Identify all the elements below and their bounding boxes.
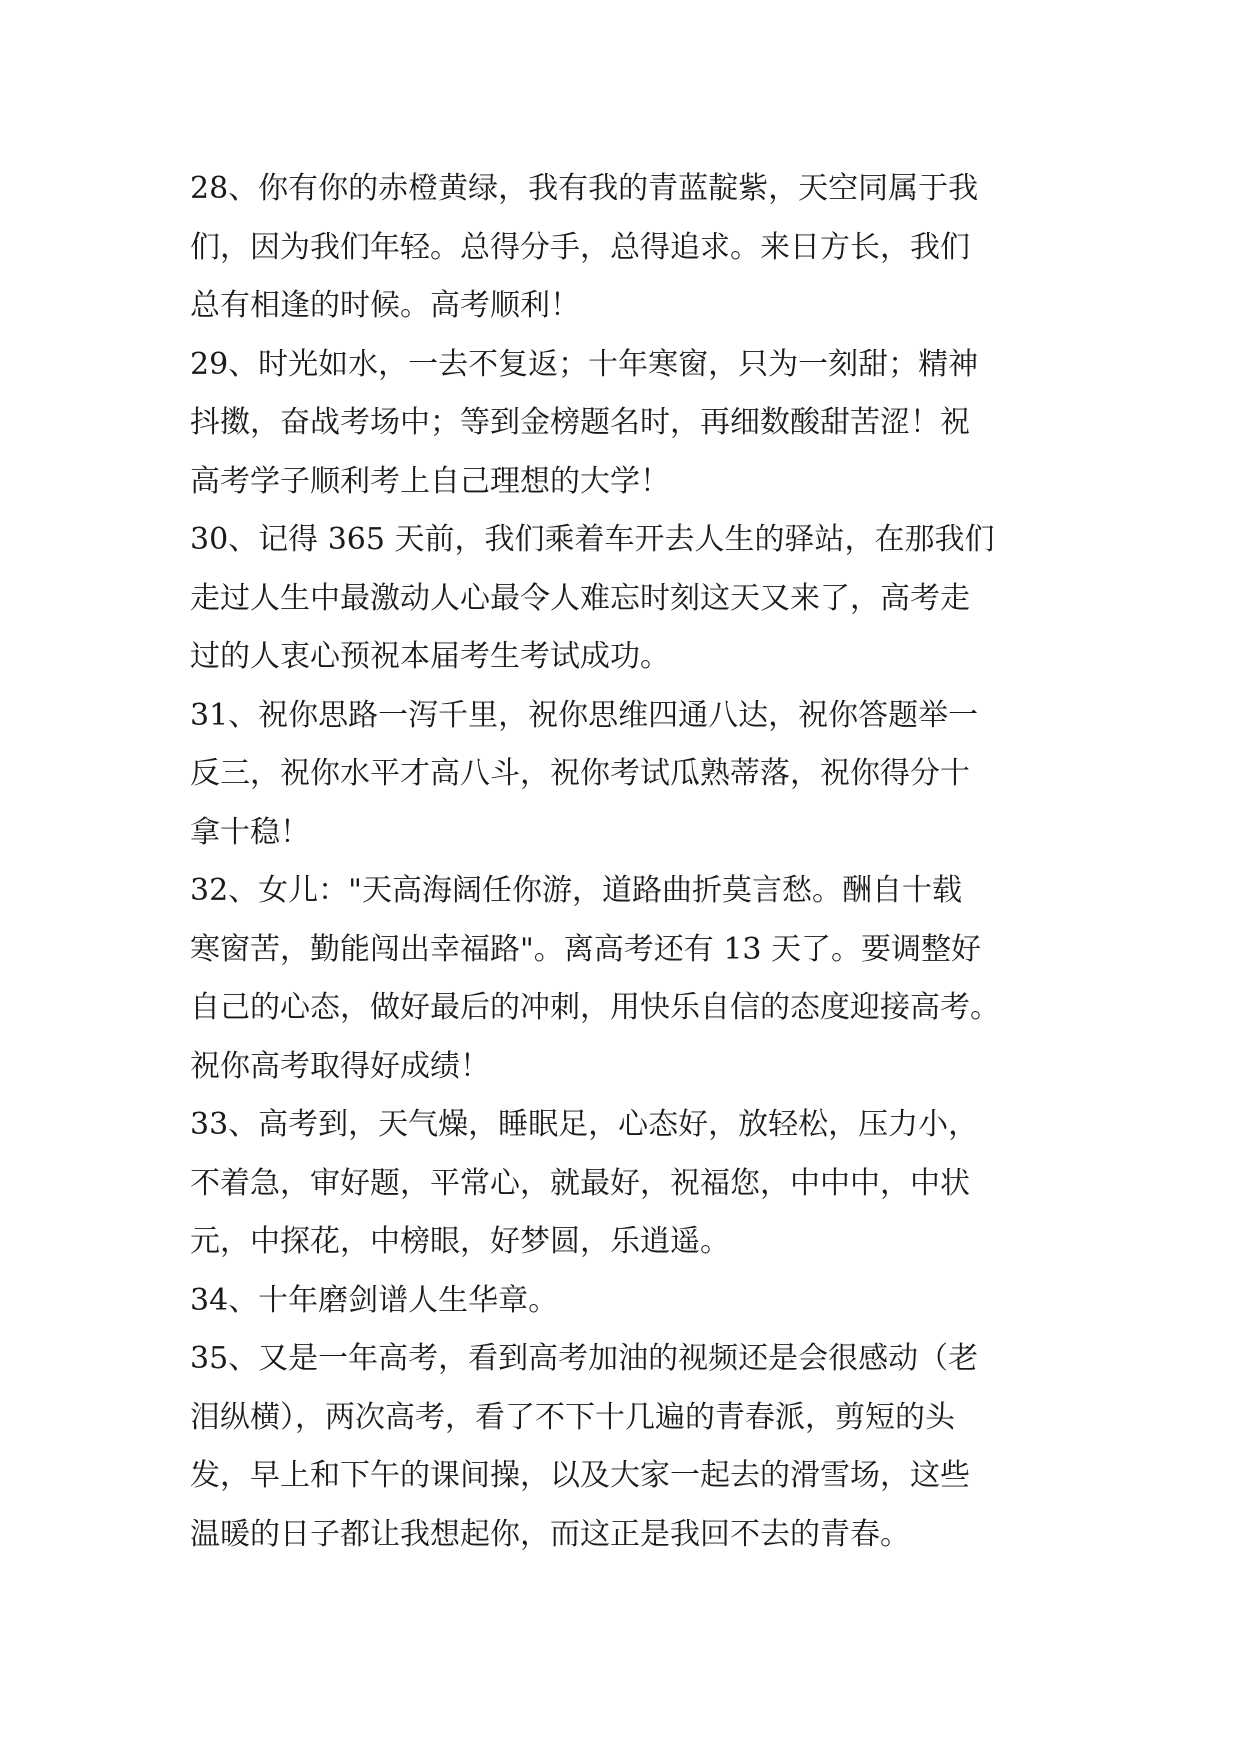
text-line: 不着急，审好题，平常心，就最好，祝福您，中中中，中状 bbox=[190, 1165, 970, 1201]
text-line: 反三，祝你水平才高八斗，祝你考试瓜熟蒂落，祝你得分十 bbox=[190, 756, 970, 791]
text-line: 34、十年磨剑谱人生华章。 bbox=[190, 1282, 559, 1318]
text-line: 32、女儿："天高海阔任你游，道路曲折莫言愁。酬自十载 bbox=[190, 873, 962, 908]
text-line: 高考学子顺利考上自己理想的大学！ bbox=[190, 463, 670, 499]
text-line: 35、又是一年高考，看到高考加油的视频还是会很感动（老 bbox=[190, 1341, 979, 1376]
text-line: 走过人生中最激动人心最令人难忘时刻这天又来了，高考走 bbox=[190, 580, 970, 616]
text-line: 祝你高考取得好成绩！ bbox=[190, 1048, 490, 1084]
text-line: 元，中探花，中榜眼，好梦圆，乐逍遥。 bbox=[190, 1224, 730, 1259]
text-line: 33、高考到，天气燥，睡眠足，心态好，放轻松，压力小， bbox=[190, 1107, 979, 1142]
text-line: 温暖的日子都让我想起你，而这正是我回不去的青春。 bbox=[190, 1516, 910, 1552]
text-line: 过的人衷心预祝本届考生考试成功。 bbox=[190, 639, 670, 674]
text-line: 抖擞，奋战考场中；等到金榜题名时，再细数酸甜苦涩！祝 bbox=[190, 405, 970, 440]
text-line: 泪纵横），两次高考，看了不下十几遍的青春派，剪短的头 bbox=[190, 1399, 955, 1435]
text-line: 28、你有你的赤橙黄绿，我有我的青蓝靛紫，天空同属于我 bbox=[190, 171, 979, 206]
document-body bbox=[190, 160, 1050, 1564]
text-line: 总有相逢的时候。高考顺利！ bbox=[190, 288, 580, 323]
text-line: 29、时光如水，一去不复返；十年寒窗，只为一刻甜；精神 bbox=[190, 346, 979, 382]
text-line: 拿十稳！ bbox=[190, 814, 310, 850]
text-line: 发，早上和下午的课间操，以及大家一起去的滑雪场，这些 bbox=[190, 1458, 970, 1493]
text-line: 寒窗苦，勤能闯出幸福路"。离高考还有 13 天了。要调整好 bbox=[190, 931, 982, 967]
text-line: 30、记得 365 天前，我们乘着车开去人生的驿站，在那我们 bbox=[190, 522, 995, 557]
text-line: 31、祝你思路一泻千里，祝你思维四通八达，祝你答题举一 bbox=[190, 697, 979, 733]
text-line: 们，因为我们年轻。总得分手，总得追求。来日方长，我们 bbox=[190, 229, 970, 265]
text-line: 自己的心态，做好最后的冲刺，用快乐自信的态度迎接高考。 bbox=[190, 990, 1000, 1025]
